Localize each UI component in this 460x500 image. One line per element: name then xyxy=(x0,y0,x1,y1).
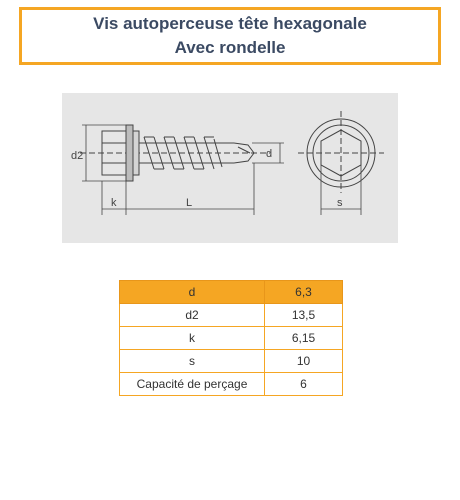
label-d2: d2 xyxy=(71,150,84,162)
product-title: Vis autoperceuse tête hexagonale xyxy=(93,14,367,33)
screw-washer xyxy=(126,125,133,181)
spec-label: k xyxy=(120,327,265,350)
technical-drawing xyxy=(62,93,398,243)
label-d: d xyxy=(266,148,273,160)
spec-value: 13,5 xyxy=(265,304,343,327)
spec-label: s xyxy=(120,350,265,373)
spec-value: 6,3 xyxy=(265,281,343,304)
spec-table xyxy=(119,280,343,396)
spec-value: 6,15 xyxy=(265,327,343,350)
spec-label: d2 xyxy=(120,304,265,327)
spec-value: 6 xyxy=(265,373,343,396)
spec-value: 10 xyxy=(265,350,343,373)
table-row xyxy=(120,304,343,327)
spec-label: d xyxy=(120,281,265,304)
table-row xyxy=(120,327,343,350)
table-row xyxy=(120,373,343,396)
label-k: k xyxy=(111,197,117,209)
label-s: s xyxy=(337,197,343,209)
label-L: L xyxy=(186,197,193,209)
table-row xyxy=(120,350,343,373)
table-row xyxy=(120,281,343,304)
product-subtitle: Avec rondelle xyxy=(174,38,286,57)
product-title-box xyxy=(19,7,441,65)
screw-head xyxy=(102,131,126,175)
screw-drawing-svg xyxy=(62,93,398,243)
spec-label: Capacité de perçage xyxy=(120,373,265,396)
